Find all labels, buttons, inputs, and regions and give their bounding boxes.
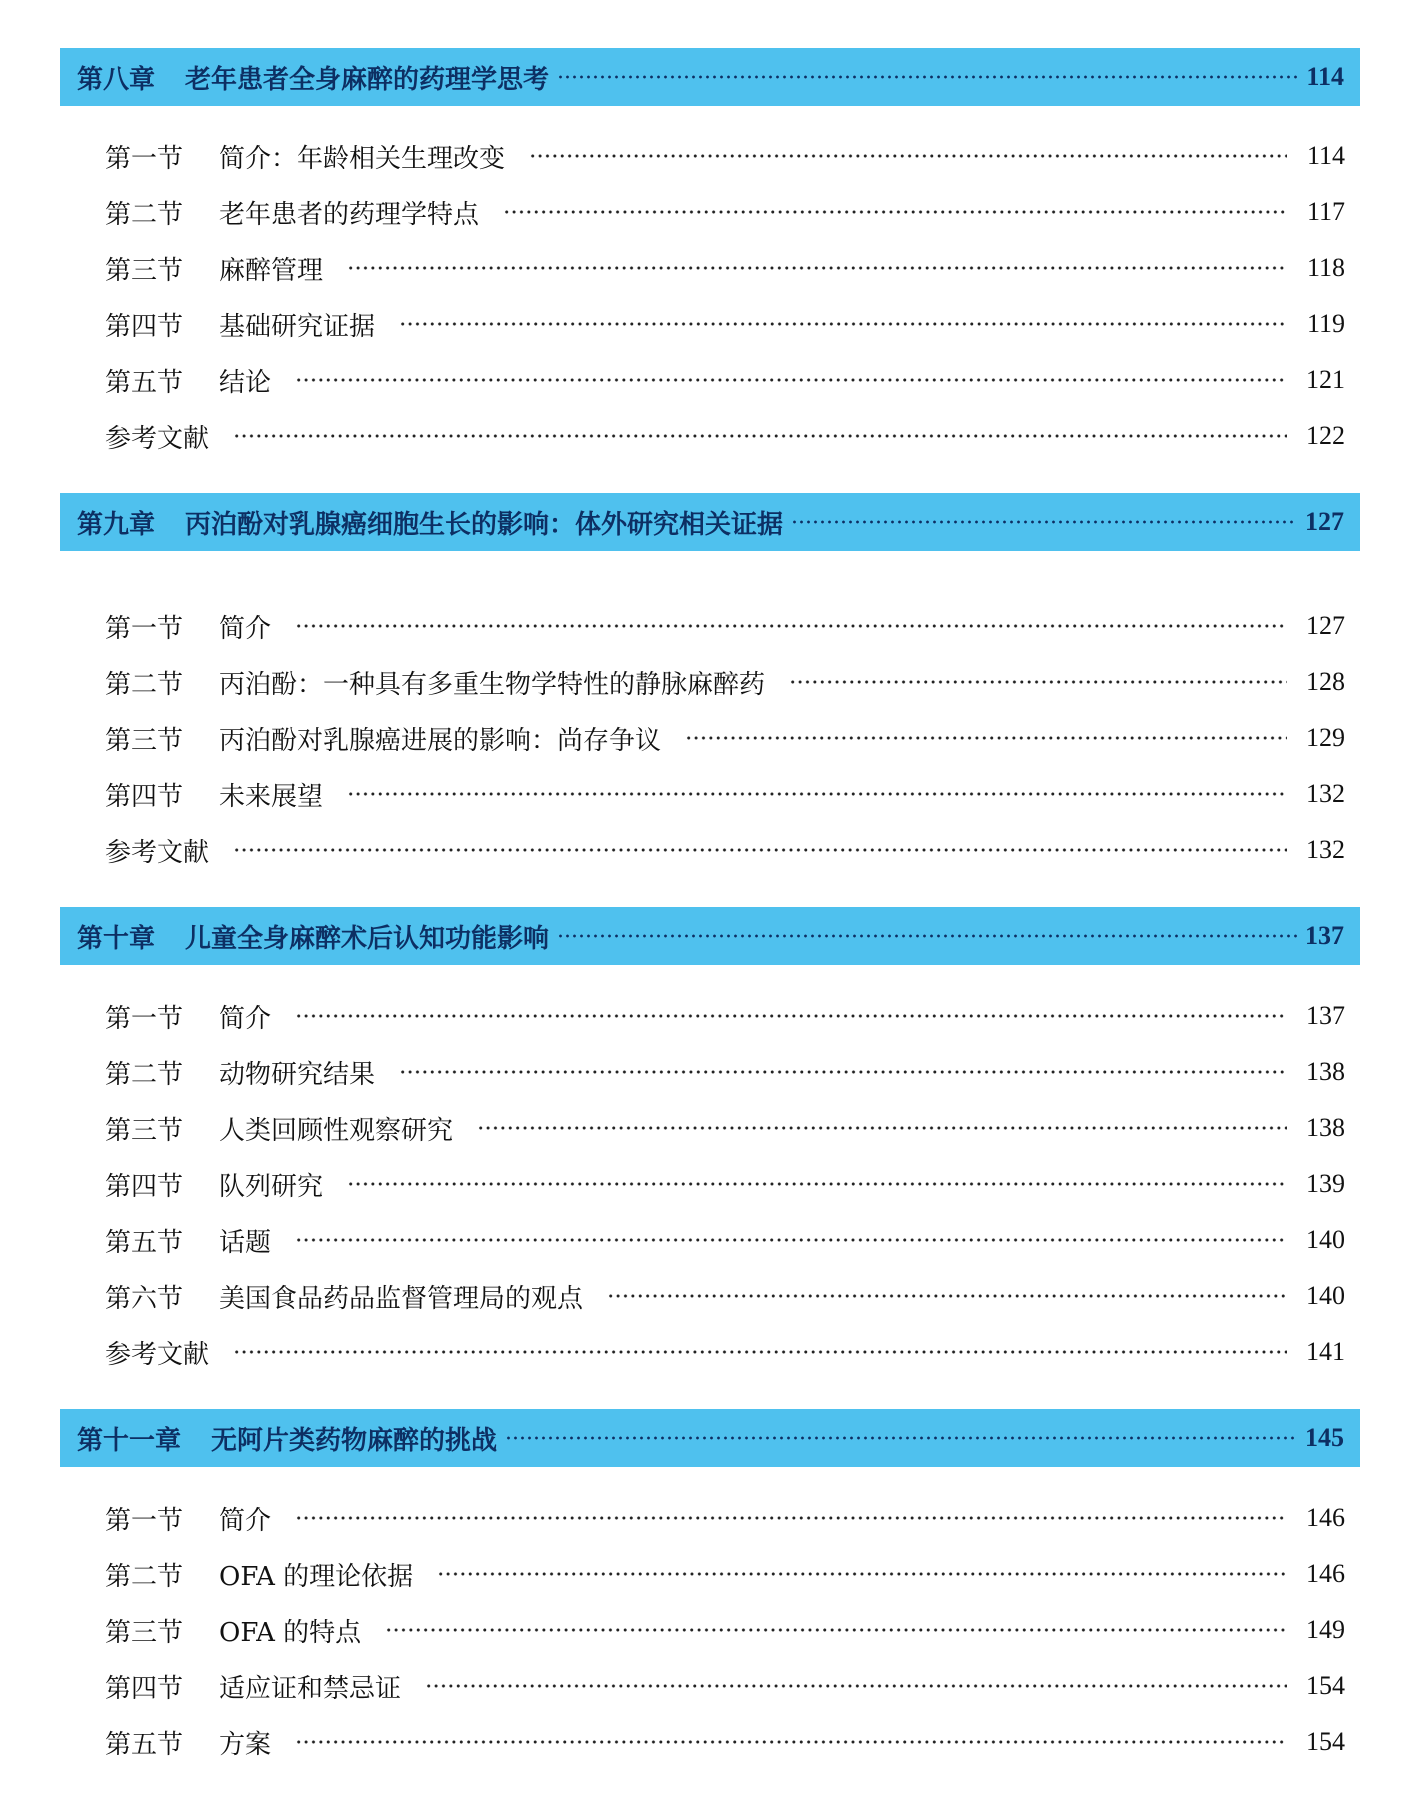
dot-leader [437, 1567, 1287, 1581]
dot-leader [347, 787, 1287, 801]
dot-leader [295, 1735, 1287, 1749]
section-page: 132 [1306, 779, 1345, 808]
chapter-title: 无阿片类药物麻醉的挑战 [211, 1425, 498, 1456]
section-page: 137 [1306, 1001, 1345, 1030]
dot-leader [347, 1177, 1287, 1191]
section-title: OFA 的理论依据 [219, 1561, 414, 1592]
dot-leader [529, 149, 1287, 163]
toc-entry[interactable] [105, 1164, 1345, 1204]
toc-entry[interactable] [105, 662, 1345, 702]
toc-entry-references[interactable] [105, 1332, 1345, 1372]
chapter-title: 丙泊酚对乳腺癌细胞生长的影响：体外研究相关证据 [185, 509, 784, 540]
dot-leader [233, 1345, 1287, 1359]
section-title: 队列研究 [219, 1171, 324, 1202]
toc-entry[interactable] [105, 192, 1345, 232]
section-number: 第四节 [105, 1673, 184, 1704]
section-page: 121 [1306, 365, 1345, 394]
section-title: 简介 [219, 613, 272, 644]
section-title: 方案 [219, 1729, 272, 1760]
dot-leader [347, 261, 1287, 275]
dot-leader [233, 429, 1287, 443]
toc-entry[interactable] [105, 1666, 1345, 1706]
dot-leader [425, 1679, 1287, 1693]
section-title: 话题 [219, 1227, 272, 1258]
section-title: 麻醉管理 [219, 255, 324, 286]
toc-entry[interactable] [105, 1052, 1345, 1092]
section-title: 参考文献 [105, 423, 210, 454]
section-number: 第一节 [105, 143, 184, 174]
chapter-title: 儿童全身麻醉术后认知功能影响 [185, 923, 550, 954]
section-number: 第一节 [105, 613, 184, 644]
section-title: 适应证和禁忌证 [219, 1673, 402, 1704]
chapter-page: 145 [1305, 1423, 1344, 1452]
section-page: 138 [1306, 1113, 1345, 1142]
chapter-number: 第八章 [77, 64, 156, 95]
toc-entry[interactable] [105, 606, 1345, 646]
section-page: 118 [1306, 253, 1345, 282]
section-title: 未来展望 [219, 781, 324, 812]
section-title: 简介 [219, 1505, 272, 1536]
dot-leader [477, 1121, 1287, 1135]
section-title: 丙泊酚对乳腺癌进展的影响：尚存争议 [219, 725, 662, 756]
toc-entry[interactable] [105, 1220, 1345, 1260]
toc-entry[interactable] [105, 1108, 1345, 1148]
section-title: OFA 的特点 [219, 1617, 362, 1648]
section-number: 第五节 [105, 1729, 184, 1760]
dot-leader [295, 619, 1287, 633]
chapter-heading[interactable] [60, 48, 1360, 106]
section-title: 老年患者的药理学特点 [219, 199, 480, 230]
chapter-number: 第十章 [77, 923, 156, 954]
chapter-heading[interactable] [60, 907, 1360, 965]
section-title: 动物研究结果 [219, 1059, 376, 1090]
section-page: 146 [1306, 1503, 1345, 1532]
section-page: 119 [1306, 309, 1345, 338]
section-title: 参考文献 [105, 1339, 210, 1370]
toc-entry[interactable] [105, 774, 1345, 814]
dot-leader [295, 1233, 1287, 1247]
section-number: 第二节 [105, 669, 184, 700]
section-title: 美国食品药品监督管理局的观点 [219, 1283, 584, 1314]
dot-leader [505, 1430, 1297, 1446]
dot-leader [557, 928, 1297, 944]
section-page: 128 [1306, 667, 1345, 696]
dot-leader [385, 1623, 1287, 1637]
section-title: 基础研究证据 [219, 311, 376, 342]
toc-entry[interactable] [105, 1276, 1345, 1316]
toc-entry[interactable] [105, 996, 1345, 1036]
section-page: 114 [1306, 141, 1345, 170]
dot-leader [685, 731, 1287, 745]
section-title: 结论 [219, 367, 272, 398]
section-number: 第六节 [105, 1283, 184, 1314]
dot-leader [295, 373, 1287, 387]
chapter-number: 第九章 [77, 509, 156, 540]
section-number: 第三节 [105, 1115, 184, 1146]
section-page: 138 [1306, 1057, 1345, 1086]
section-page: 154 [1306, 1727, 1345, 1756]
section-title: 丙泊酚：一种具有多重生物学特性的静脉麻醉药 [219, 669, 766, 700]
dot-leader [789, 675, 1287, 689]
section-number: 第二节 [105, 199, 184, 230]
section-page: 140 [1306, 1225, 1345, 1254]
section-page: 129 [1306, 723, 1345, 752]
section-page: 140 [1306, 1281, 1345, 1310]
section-number: 第四节 [105, 1171, 184, 1202]
toc-entry[interactable] [105, 1610, 1345, 1650]
section-number: 第二节 [105, 1561, 184, 1592]
section-page: 141 [1306, 1337, 1345, 1366]
toc-entry[interactable] [105, 1498, 1345, 1538]
toc-entry[interactable] [105, 248, 1345, 288]
section-title: 简介：年龄相关生理改变 [219, 143, 506, 174]
dot-leader [791, 514, 1297, 530]
toc-entry-references[interactable] [105, 830, 1345, 870]
toc-entry[interactable] [105, 1554, 1345, 1594]
section-page: 127 [1306, 611, 1345, 640]
chapter-page: 114 [1306, 62, 1344, 91]
section-number: 第四节 [105, 311, 184, 342]
dot-leader [503, 205, 1287, 219]
section-number: 第五节 [105, 1227, 184, 1258]
section-page: 154 [1306, 1671, 1345, 1700]
dot-leader [399, 317, 1287, 331]
section-number: 第四节 [105, 781, 184, 812]
section-number: 第二节 [105, 1059, 184, 1090]
section-number: 第一节 [105, 1505, 184, 1536]
dot-leader [399, 1065, 1287, 1079]
toc-entry[interactable] [105, 136, 1345, 176]
section-number: 第三节 [105, 725, 184, 756]
toc-entry[interactable] [105, 360, 1345, 400]
section-number: 第三节 [105, 255, 184, 286]
section-page: 117 [1306, 197, 1345, 226]
section-page: 146 [1306, 1559, 1345, 1588]
toc-entry-references[interactable] [105, 416, 1345, 456]
section-page: 132 [1306, 835, 1345, 864]
toc-entry[interactable] [105, 1722, 1345, 1762]
section-title: 人类回顾性观察研究 [219, 1115, 454, 1146]
dot-leader [607, 1289, 1287, 1303]
chapter-heading[interactable] [60, 493, 1360, 551]
chapter-title: 老年患者全身麻醉的药理学思考 [185, 64, 550, 95]
chapter-number: 第十一章 [77, 1425, 182, 1456]
section-page: 122 [1306, 421, 1345, 450]
toc-entry[interactable] [105, 718, 1345, 758]
chapter-page: 137 [1305, 921, 1344, 950]
dot-leader [233, 843, 1287, 857]
toc-entry[interactable] [105, 304, 1345, 344]
section-number: 第一节 [105, 1003, 184, 1034]
section-number: 第五节 [105, 367, 184, 398]
section-title: 参考文献 [105, 837, 210, 868]
chapter-page: 127 [1305, 507, 1344, 536]
section-page: 149 [1306, 1615, 1345, 1644]
section-number: 第三节 [105, 1617, 184, 1648]
dot-leader [295, 1511, 1287, 1525]
dot-leader [557, 69, 1298, 85]
dot-leader [295, 1009, 1287, 1023]
section-page: 139 [1306, 1169, 1345, 1198]
chapter-heading[interactable] [60, 1409, 1360, 1467]
section-title: 简介 [219, 1003, 272, 1034]
